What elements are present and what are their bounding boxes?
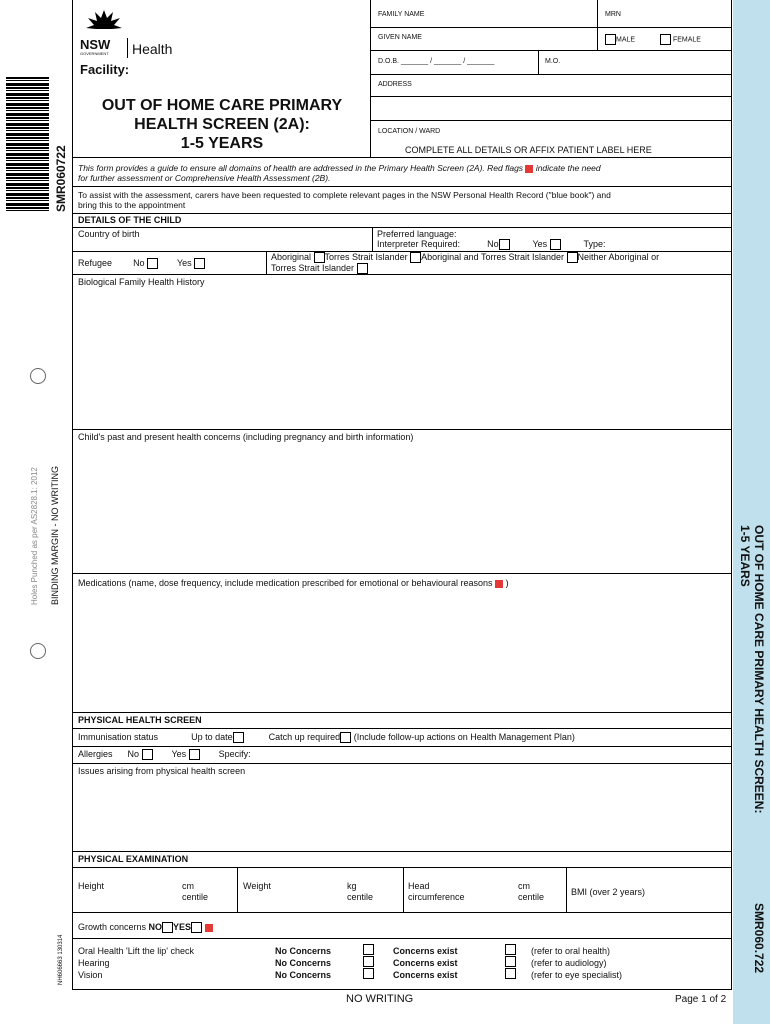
vision-no-concerns-checkbox[interactable] — [363, 968, 374, 979]
complete-note: COMPLETE ALL DETAILS OR AFFIX PATIENT LABEL HERE — [405, 145, 652, 155]
side-tab — [733, 0, 770, 1024]
weight-label: Weight — [243, 881, 271, 891]
past-present-field[interactable] — [73, 445, 731, 572]
allergies-no-checkbox[interactable] — [142, 749, 153, 760]
nsw-logo — [80, 8, 128, 58]
binding-margin: BINDING MARGIN - NO WRITING — [50, 466, 60, 605]
growth-no-checkbox[interactable] — [162, 922, 173, 933]
oral-no-concerns-checkbox[interactable] — [363, 944, 374, 955]
red-flag-icon — [205, 924, 213, 932]
refugee-yes-checkbox[interactable] — [194, 258, 205, 269]
bmi-label: BMI (over 2 years) — [571, 887, 646, 897]
red-flag-icon — [525, 165, 533, 173]
interpreter-no-checkbox[interactable] — [499, 239, 510, 250]
details-heading: DETAILS OF THE CHILD — [78, 215, 182, 225]
hearing-concerns-checkbox[interactable] — [505, 956, 516, 967]
past-present-label: Child's past and present health concerns (including pregnancy and birth information) — [78, 432, 414, 442]
location-label: LOCATION / WARD — [378, 128, 441, 135]
form-code: NH606663 130314 — [58, 934, 64, 985]
catch-up-checkbox[interactable] — [340, 732, 351, 743]
mrn-label: MRN — [605, 11, 621, 18]
health-label: Health — [132, 41, 173, 57]
intro-text-2: To assist with the assessment, carers have been requested to complete relevant pages in the NSW Personal Health Record ("blue book") and bring this to the appointment — [78, 190, 611, 210]
tsi-checkbox[interactable] — [410, 252, 421, 263]
interpreter-row: Interpreter Required: No Yes Type: — [377, 239, 606, 249]
aboriginal-checkbox[interactable] — [314, 252, 325, 263]
sex-male[interactable]: MALE — [605, 34, 635, 45]
punch-hole-bottom — [30, 643, 46, 659]
hearing-no-concerns-checkbox[interactable] — [363, 956, 374, 967]
logo-sub: GOVERNMENT — [80, 51, 109, 56]
no-concerns-column: No Concerns No Concerns No Concerns — [275, 946, 332, 980]
indigenous-row: Aboriginal Torres Strait Islander Aboriginal and Torres Strait Islander Neither Aboriginal or Torres Strait Islander — [271, 252, 660, 274]
address-label: ADDRESS — [378, 81, 412, 88]
female-checkbox[interactable] — [660, 34, 671, 45]
dob-label: D.O.B. _______ / _______ / _______ — [378, 58, 495, 65]
no-concerns-checkboxes — [363, 944, 374, 980]
holes-note: Holes Punched as per AS2828.1: 2012 — [30, 467, 39, 605]
head-unit: cm centile — [518, 881, 545, 902]
bio-family-field[interactable] — [73, 290, 731, 428]
country-of-birth-label: Country of birth — [78, 229, 140, 239]
concerns-exist-column: Concerns exist Concerns exist Concerns exist — [393, 946, 458, 980]
logo-text: NSW — [80, 37, 111, 52]
screen-labels: Oral Health 'Lift the lip' check Hearing Vision — [78, 946, 194, 980]
given-name-label: GIVEN NAME — [378, 34, 422, 41]
facility-label: Facility: — [80, 62, 130, 77]
preferred-language-label: Preferred language: — [377, 229, 457, 239]
up-to-date-checkbox[interactable] — [233, 732, 244, 743]
intro-text-1: This form provides a guide to ensure all domains of health are addressed in the Primary Health Screen (2A). Red flags indicate the need for further assessment or Comprehensive Health Assessment (2B). — [78, 163, 601, 183]
exam-heading: PHYSICAL EXAMINATION — [78, 854, 189, 864]
aboriginal-tsi-checkbox[interactable] — [567, 252, 578, 263]
allergies-yes-checkbox[interactable] — [189, 749, 200, 760]
family-name-label: FAMILY NAME — [378, 11, 425, 18]
medications-field[interactable] — [73, 592, 731, 710]
male-checkbox[interactable] — [605, 34, 616, 45]
height-unit: cm centile — [182, 881, 209, 902]
physical-heading: PHYSICAL HEALTH SCREEN — [78, 715, 202, 725]
form-title: OUT OF HOME CARE PRIMARY HEALTH SCREEN (2A): 1-5 YEARS — [101, 97, 343, 152]
immunisation-row: Immunisation status Up to date Catch up required (Include follow-up actions on Health Management Plan) — [78, 732, 575, 742]
vision-concerns-checkbox[interactable] — [505, 968, 516, 979]
barcode — [6, 77, 49, 211]
allergies-row: Allergies No Yes Specify: — [78, 749, 251, 759]
side-tab-title: OUT OF HOME CARE PRIMARY HEALTH SCREEN: — [752, 525, 766, 814]
weight-unit: kg centile — [347, 881, 374, 902]
concerns-exist-checkboxes — [505, 944, 516, 980]
page-number: Page 1 of 2 — [675, 994, 727, 1005]
oral-concerns-checkbox[interactable] — [505, 944, 516, 955]
red-flag-icon — [495, 580, 503, 588]
refugee-no-checkbox[interactable] — [147, 258, 158, 269]
growth-row: Growth concerns NO YES — [78, 922, 213, 933]
head-label: Head circumference — [408, 881, 465, 902]
interpreter-yes-checkbox[interactable] — [550, 239, 561, 250]
refugee-row: Refugee No Yes — [78, 258, 205, 269]
punch-hole-top — [30, 368, 46, 384]
referral-column: (refer to oral health) (refer to audiology) (refer to eye specialist) — [531, 946, 623, 980]
side-tab-subtitle: 1-5 YEARS — [738, 525, 752, 587]
growth-yes-checkbox[interactable] — [191, 922, 202, 933]
sex-female[interactable]: FEMALE — [660, 34, 701, 45]
barcode-code: SMR060722 — [54, 145, 68, 212]
issues-label: Issues arising from physical health screen — [78, 766, 246, 776]
medications-label: Medications (name, dose frequency, include medication prescribed for emotional or behavioural reasons ) — [78, 578, 509, 588]
bio-family-label: Biological Family Health History — [78, 277, 205, 287]
issues-field[interactable] — [73, 779, 731, 850]
mo-label: M.O. — [545, 58, 561, 65]
neither-checkbox[interactable] — [357, 263, 368, 274]
height-label: Height — [78, 881, 105, 891]
no-writing-footer: NO WRITING — [346, 993, 414, 1005]
side-tab-code: SMR060.722 — [752, 903, 766, 974]
